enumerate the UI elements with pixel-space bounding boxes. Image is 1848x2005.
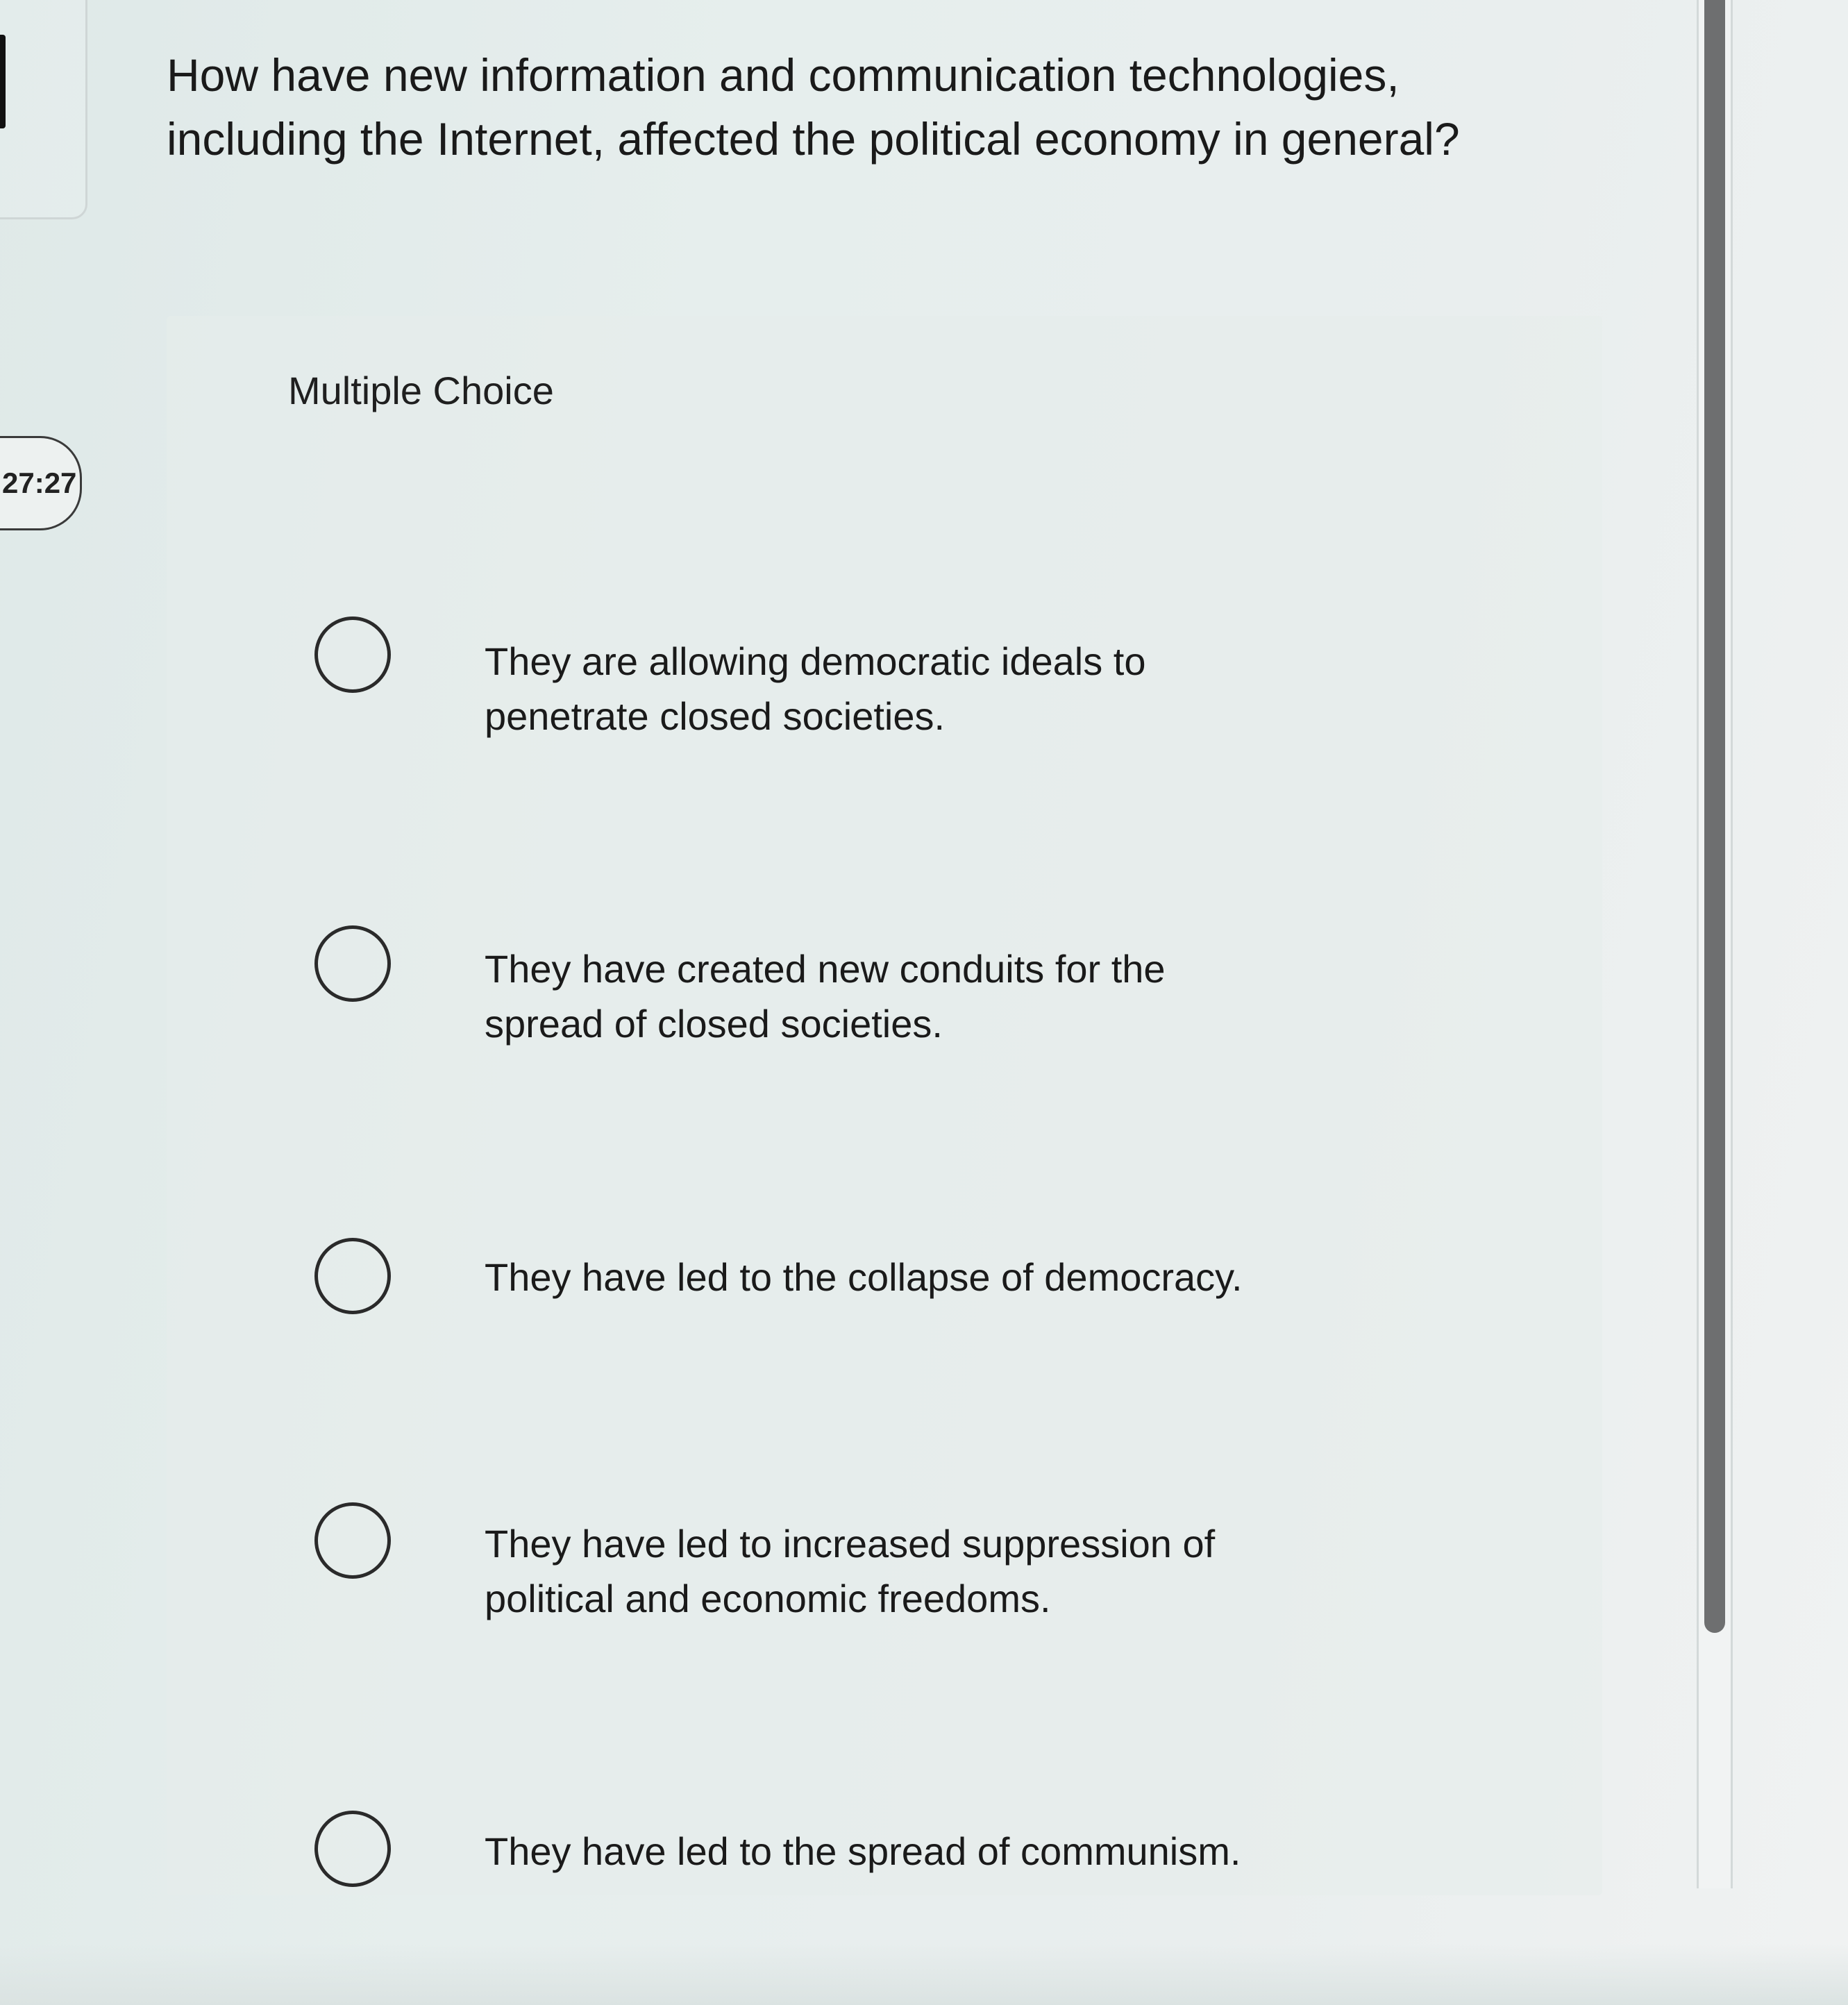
radio-unselected-icon[interactable]	[314, 925, 391, 1002]
side-panel[interactable]	[0, 0, 87, 219]
answer-option-1[interactable]	[299, 611, 1520, 750]
radio-unselected-icon[interactable]	[314, 1811, 391, 1887]
answer-option-5[interactable]	[299, 1811, 1520, 1908]
answer-option-line: penetrate closed societies.	[485, 694, 946, 738]
scrollbar-thumb[interactable]	[1704, 0, 1725, 1633]
answer-option-text	[485, 1516, 1215, 1626]
answer-option-line: They have created new conduits for the	[485, 947, 1166, 991]
answer-option-line: political and economic freedoms.	[485, 1577, 1051, 1620]
current-question-marker	[0, 35, 6, 128]
answer-option-line: They have led to the spread of communism.	[485, 1829, 1241, 1873]
answer-option-4[interactable]	[299, 1500, 1520, 1638]
answer-option-text	[485, 1250, 1243, 1304]
radio-unselected-icon[interactable]	[314, 616, 391, 693]
radio-unselected-icon[interactable]	[314, 1502, 391, 1579]
answer-option-line: They are allowing democratic ideals to	[485, 639, 1146, 683]
bottom-edge	[0, 1944, 1848, 2005]
answer-option-3[interactable]	[299, 1232, 1520, 1329]
answer-option-line: They have led to increased suppression of	[485, 1522, 1216, 1566]
answer-option-text	[485, 634, 1145, 744]
timer-text: 27:27	[2, 467, 77, 499]
timer-badge[interactable]	[0, 436, 82, 530]
answer-option-line: They have led to the collapse of democracy.	[485, 1255, 1243, 1299]
answer-option-line: spread of closed societies.	[485, 1002, 943, 1046]
question-line: including the Internet, affected the political economy in general?	[167, 113, 1460, 165]
answer-panel	[167, 316, 1602, 1895]
answer-option-2[interactable]	[299, 920, 1520, 1059]
question-type-label: Multiple Choice	[288, 369, 554, 412]
question-prompt	[167, 43, 1555, 171]
question-line: How have new information and communication technologies,	[167, 49, 1400, 101]
radio-unselected-icon[interactable]	[314, 1238, 391, 1314]
answer-option-text	[485, 1824, 1241, 1879]
answer-option-text	[485, 941, 1166, 1051]
